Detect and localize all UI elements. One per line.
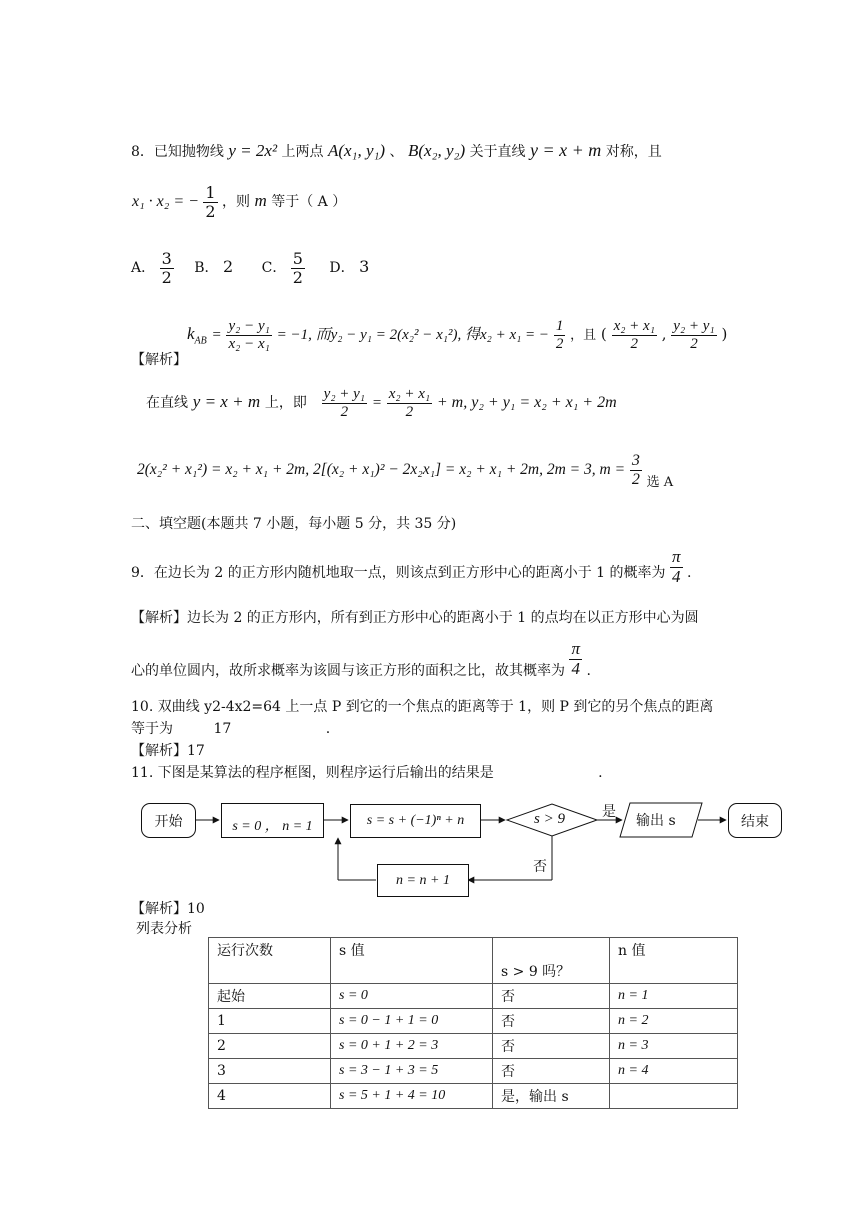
header-cell: s > 9 吗？ (493, 938, 610, 984)
fraction-denominator: 2 (292, 267, 303, 287)
q11-text: 11. 下图是某算法的程序框图，则程序运行后输出的结果是 (131, 765, 494, 781)
q8-var-m: m (254, 191, 267, 211)
fraction-numerator: π (671, 547, 681, 566)
solution-mid: = −1, 而y₂ − y₁ = 2(x₂² − x₁²), 得x₂ + x₁ = − (276, 327, 550, 343)
fraction-denominator: x₂ − x₁ (228, 335, 270, 352)
flow-init: s = 0 ， n = 1 (221, 803, 324, 838)
q10-end: . (325, 721, 331, 737)
header-cell: s 值 (331, 938, 493, 984)
q9-analysis-text: 心的单位圆内，故所求概率为该圆与该正方形的面积之比，故其概率为 (131, 663, 565, 680)
flow-increment: n = n + 1 (377, 864, 469, 897)
comma: , (661, 325, 667, 343)
sol2-tail: + m, y₂ + y₁ = x₂ + x₁ + 2m (436, 394, 617, 411)
fraction-denominator: 2 (690, 335, 698, 352)
q8-number: 8．已知抛物线 (131, 144, 224, 160)
table-cell: 起始 (209, 984, 331, 1009)
q9-analysis-end: . (586, 663, 591, 680)
table-row (209, 984, 738, 1009)
table-row (209, 1059, 738, 1084)
sol3-expr: 2(x₂² + x₁²) = x₂ + x₁ + 2m, 2[(x₂ + x₁)² − 2x₂x₁] = x₂ + x₁ + 2m, 2m = 3, m = (137, 461, 626, 479)
option-d-value: 3 (359, 257, 370, 277)
fraction-numerator: x₂ + x₁ (388, 386, 431, 402)
option-b-value: 2 (222, 257, 234, 277)
table-cell: 否 (493, 1009, 610, 1034)
q8-text3: 对称，且 (605, 144, 662, 160)
q9-text: 9．在边长为 2 的正方形内随机地取一点，则该点到正方形中心的距离小于 1 的概率为 (131, 565, 666, 582)
fraction-denominator: 2 (555, 335, 564, 352)
q8-parabola: y = 2x² (228, 141, 278, 160)
table-cell: s = 5 + 1 + 4 = 10 (331, 1084, 493, 1109)
table-row (209, 1084, 738, 1109)
fraction-numerator: 3 (161, 249, 172, 268)
q9-end: . (686, 565, 692, 582)
option-a-label: A． (131, 260, 156, 277)
table-cell: s = 0 + 1 + 2 = 3 (331, 1034, 493, 1059)
flow-start: 开始 (141, 803, 196, 838)
table-cell: n = 4 (610, 1059, 738, 1084)
q8-analysis-label: 【解析】 (131, 352, 187, 368)
eq-sign: = (211, 327, 222, 343)
table-cell: n = 1 (610, 984, 738, 1009)
q8-point-b: B(x₂, y₂) (407, 141, 466, 160)
q11-end: . (598, 765, 603, 781)
table-cell: s = 0 − 1 + 1 = 0 (331, 1009, 493, 1034)
table-cell: 1 (209, 1009, 331, 1034)
table-cell: 否 (493, 1034, 610, 1059)
q8-product: x₁ · x₂ = − (132, 193, 199, 211)
fraction-denominator: 2 (630, 335, 638, 352)
header-cell: 运行次数 (209, 938, 331, 984)
q8-sep: 、 (389, 144, 404, 160)
table-cell: 3 (209, 1059, 331, 1084)
q9-analysis: 【解析】边长为 2 的正方形内，所有到正方形中心的距离小于 1 的点均在以正方形中心为圆 (131, 610, 699, 626)
fraction-denominator: 4 (571, 658, 580, 678)
sol2-eq: = (371, 395, 382, 411)
solution-then: ，且 (570, 328, 597, 343)
option-b-label: B． (194, 260, 219, 277)
fraction-denominator: 4 (672, 566, 681, 586)
table-cell: 否 (493, 1059, 610, 1084)
fraction-denominator: 2 (631, 470, 640, 488)
sol2-pre: 在直线 (146, 395, 188, 411)
fraction-denominator: 2 (405, 403, 414, 420)
analysis-table (208, 937, 738, 1109)
fraction-numerator: 1 (555, 318, 564, 334)
table-cell: 4 (209, 1084, 331, 1109)
q11-analysis: 【解析】10 (131, 901, 205, 917)
fraction-denominator: 2 (205, 201, 216, 221)
q10-prefix: 等于为 (131, 721, 173, 737)
table-row (209, 1009, 738, 1034)
table-cell: 2 (209, 1034, 331, 1059)
flow-yes-label: 是 (602, 804, 616, 820)
table-intro: 列表分析 (136, 921, 192, 937)
table-cell: s = 0 (331, 984, 493, 1009)
q8-line-eq: y = x + m (530, 140, 602, 160)
flow-no-label: 否 (533, 859, 547, 875)
fraction-numerator: y₂ − y₁ (228, 318, 270, 334)
fraction-numerator: 5 (292, 249, 303, 268)
slope-k-symbol: k (187, 324, 195, 343)
q8-text1: 上两点 (281, 144, 324, 160)
option-c-label: C． (261, 260, 287, 277)
q8-equals-choice: 等于（ A ） (271, 194, 347, 211)
flow-end: 结束 (728, 803, 782, 838)
q10-answer: 17 (213, 721, 232, 737)
table-cell: n = 3 (610, 1034, 738, 1059)
table-cell: s = 3 − 1 + 3 = 5 (331, 1059, 493, 1084)
section-heading: 二、填空题(本题共 7 小题，每小题 5 分，共 35 分) (131, 516, 457, 532)
q10-line1: 10. 双曲线 y2-4x2=64 上一点 P 到它的一个焦点的距离等于 1，则 P 到它的另个焦点的距离 (131, 699, 714, 715)
table-cell (610, 1084, 738, 1109)
fraction-numerator: x₂ + x₁ (613, 318, 655, 334)
right-paren: ) (721, 325, 728, 343)
sol3-choose: 选 A (646, 475, 674, 491)
left-paren: ( (600, 325, 607, 343)
q8-point-a: A(x₁, y₁) (327, 141, 386, 160)
table-cell: n = 2 (610, 1009, 738, 1034)
flow-condition: s > 9 (534, 811, 565, 827)
flow-output: 输出 s (636, 813, 676, 829)
sol2-mid: 上，即 (264, 395, 307, 411)
fraction-denominator: 2 (161, 267, 172, 287)
header-cell: n 值 (610, 938, 738, 984)
fraction-numerator: π (571, 639, 580, 658)
fraction-numerator: 1 (205, 183, 216, 202)
table-header-row (209, 938, 738, 984)
q8-text2: 关于直线 (469, 144, 526, 160)
fraction-numerator: y₂ + y₁ (673, 318, 715, 334)
fraction-numerator: y₂ + y₁ (323, 386, 366, 402)
fraction-denominator: 2 (340, 403, 349, 420)
flow-update: s = s + (−1)ⁿ + n (350, 804, 481, 838)
table-row (209, 1034, 738, 1059)
slope-subscript: AB (194, 335, 207, 347)
fraction-numerator: 3 (631, 452, 640, 469)
sol2-line: y = x + m (192, 392, 261, 411)
option-d-label: D． (329, 260, 355, 277)
q10-analysis: 【解析】17 (131, 743, 205, 759)
q8-then: ，则 (222, 194, 251, 211)
table-cell: 否 (493, 984, 610, 1009)
table-cell: 是，输出 s (493, 1084, 610, 1109)
